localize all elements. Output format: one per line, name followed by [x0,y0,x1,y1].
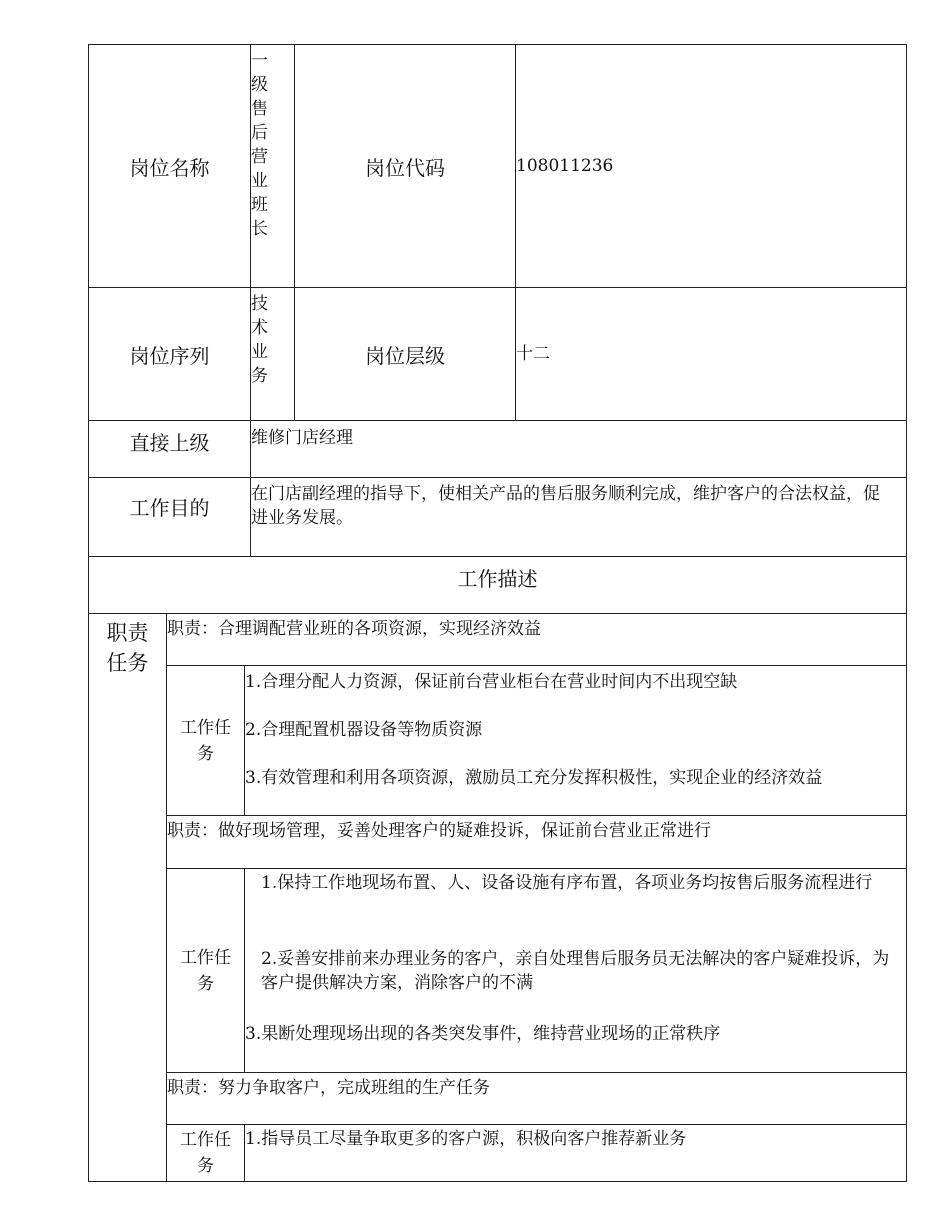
duty-3-task-label: 工作任务 [180,1130,231,1176]
description-title: 工作描述 [457,567,538,591]
duty-3-task-1: 1.指导员工尽量争取更多的客户源，积极向客户推荐新业务 [245,1129,687,1149]
duty-2-task-3: 3.果断处理现场出现的各类突发事件，维持营业现场的正常秩序 [245,1024,721,1044]
duty-3-task-label-cell [166,1124,244,1182]
duty-1-tasks-cell [244,665,907,815]
duty-3-title: 职责：努力争取客户，完成班组的生产任务 [167,1078,490,1098]
duty-1-task-2: 2.合理配置机器设备等物质资源 [245,720,483,740]
duty-1-task-label-cell [166,665,244,815]
name-value: 一级售后营业班长 [251,51,268,239]
superior-label-cell [88,420,250,477]
series-value-cell [250,287,294,420]
duty-1-task-label: 工作任务 [180,717,231,764]
duty-3-tasks-cell [244,1124,907,1182]
series-label-cell [88,287,250,420]
duty-3-title-cell [166,1072,907,1124]
name-label-cell [88,44,250,287]
duty-2-task-1: 1.保持工作地现场布置、人、设备设施有序布置，各项业务均按售后服务流程进行 [261,873,873,893]
duty-2-task-label: 工作任务 [180,947,231,994]
duty-1-task-1: 1.合理分配人力资源，保证前台营业柜台在营业时间内不出现空缺 [245,672,738,692]
duty-2-task-label-cell [166,868,244,1072]
name-label: 岗位名称 [129,155,210,180]
goal-label: 工作目的 [129,496,210,520]
duty-2-title-cell [166,815,907,868]
level-value: 十二 [516,344,550,364]
duty-1-task-3: 3.有效管理和利用各项资源，激励员工充分发挥积极性，实现企业的经济效益 [245,768,823,788]
name-value-cell [250,44,294,287]
code-label: 岗位代码 [365,155,445,180]
duty-1-title-cell [166,613,907,665]
duties-label: 职责任务 [106,621,149,675]
goal-label-cell [88,477,250,556]
goal-value: 在门店副经理的指导下，使相关产品的售后服务顺利完成，维护客户的合法权益，促进业务发展。 [251,484,880,528]
description-title-cell [88,556,907,613]
duty-1-title: 职责：合理调配营业班的各项资源，实现经济效益 [167,619,541,639]
duty-2-task-2: 2.妥善安排前来办理业务的客户，亲自处理售后服务员无法解决的客户疑难投诉，为客户提供解决方案，消除客户的不满 [261,949,890,993]
goal-value-cell [250,477,907,556]
duties-label-cell [88,613,166,1182]
code-value-cell [515,44,907,287]
code-label-cell [294,44,515,287]
superior-label: 直接上级 [129,431,210,455]
level-value-cell [515,287,907,420]
duty-2-tasks-cell [244,868,907,1072]
level-label-cell [294,287,515,420]
level-label: 岗位层级 [365,343,445,368]
series-label: 岗位序列 [129,343,210,368]
duty-2-title: 职责：做好现场管理，妥善处理客户的疑难投诉，保证前台营业正常进行 [167,821,711,841]
code-value: 108011236 [516,156,614,176]
superior-value: 维修门店经理 [251,428,353,448]
series-value: 技术业务 [251,294,268,386]
superior-value-cell [250,420,907,477]
